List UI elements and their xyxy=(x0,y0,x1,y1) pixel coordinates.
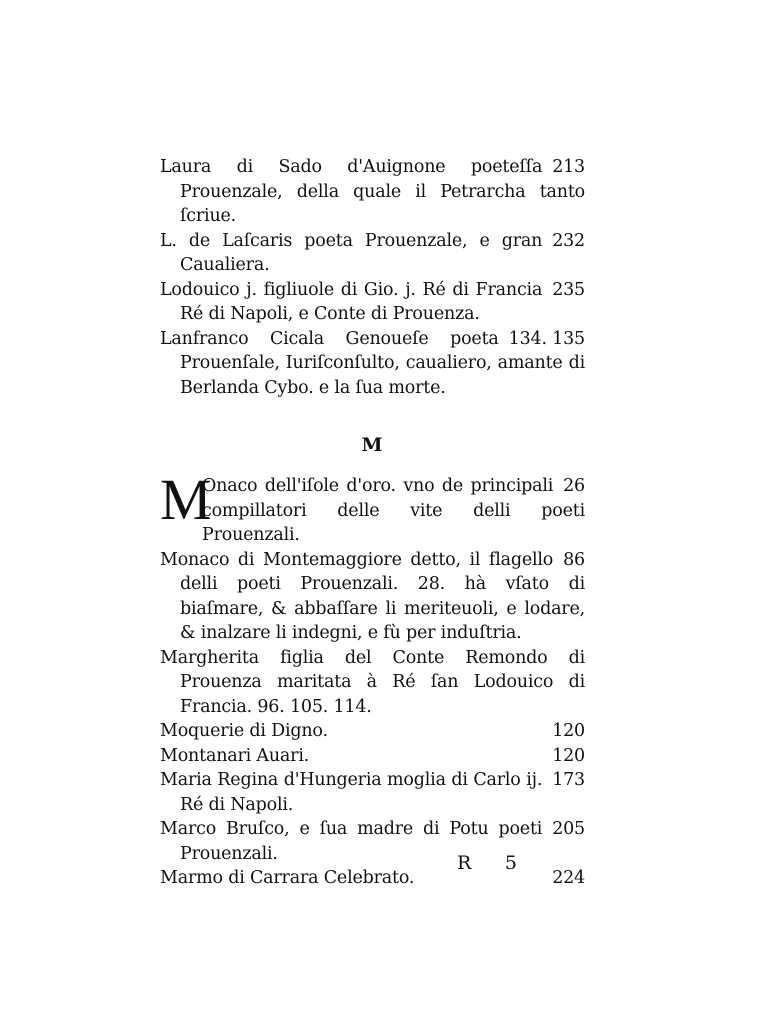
page-ref: 224 xyxy=(552,868,585,888)
page-ref: 173 xyxy=(552,770,585,790)
index-entry xyxy=(160,548,585,646)
index-entry xyxy=(160,327,585,401)
page-ref: 213 xyxy=(552,157,585,177)
page-ref: 205 xyxy=(552,819,585,839)
entry-text: Marco Bruſco, e ſua madre di Potu poeti Prouenzali. xyxy=(160,819,543,864)
entry-text: L. de Laſcaris poeta Prouenzale, e gran Caualiera. xyxy=(160,230,543,275)
entry-text: Marmo di Carrara Celebrato. xyxy=(160,868,415,888)
signature-letter: R xyxy=(457,852,472,874)
page-ref: 232 xyxy=(552,230,585,251)
entry-text: Monaco di Montemaggiore detto, il flagello delli poeti Prouenzali. 28. hà vſato di biaſmare, & abbaſſare li meriteuoli, e lodare, & inalzare li indegni, e fù per induſtria. xyxy=(160,549,585,643)
entry-text: Maria Regina d'Hungeria moglia di Carlo ij. Ré di Napoli. xyxy=(160,770,543,815)
entry-text: Lanfranco Cicala Genoueſe poeta Prouenſale, Iuriſconſulto, caualiero, amante di Berlanda Cybo. e la ſua morte. xyxy=(160,328,585,398)
entries-m xyxy=(160,467,585,891)
section-heading: M xyxy=(361,434,384,456)
entry-text: Moquerie di Digno. xyxy=(160,721,328,741)
index-entry xyxy=(160,646,585,720)
entry-text: Margherita figlia del Conte Remondo di Prouenza maritata à Ré ſan Lodouico di Francia. 96. 105. 114. xyxy=(160,647,585,717)
page-ref: 235 xyxy=(552,279,585,300)
entry-text: Montanari Auari. xyxy=(160,745,310,766)
entry-text: Onaco dell'iſole d'oro. vno de principali compillatori delle vite delli poeti Prouenzali. xyxy=(202,476,585,545)
entries-l xyxy=(160,155,585,400)
index-entry xyxy=(160,768,585,817)
drop-cap: M xyxy=(160,467,212,532)
index-entry xyxy=(160,817,585,866)
index-page xyxy=(160,155,585,891)
signature-number: 5 xyxy=(504,852,517,874)
page-ref: 86 xyxy=(563,549,585,570)
index-entry xyxy=(160,278,585,327)
page-ref: 26 xyxy=(563,476,585,496)
index-entry xyxy=(160,155,585,229)
index-entry xyxy=(160,866,585,891)
page-ref: 120 xyxy=(552,745,585,766)
index-entry xyxy=(160,229,585,278)
page-ref: 120 xyxy=(552,721,585,741)
index-entry-dropcap xyxy=(160,467,585,548)
entry-text: Lodouico j. figliuole di Gio. j. Ré di Francia Ré di Napoli, e Conte di Prouenza. xyxy=(160,279,543,324)
index-entry xyxy=(160,719,585,744)
entry-text: Laura di Sado d'Auignone poeteſſa Prouenzale, della quale il Petrarcha tanto ſcriue. xyxy=(160,157,585,226)
index-entry xyxy=(160,744,585,769)
signature-mark xyxy=(457,852,517,874)
page-ref: 134. 135 xyxy=(508,328,585,349)
